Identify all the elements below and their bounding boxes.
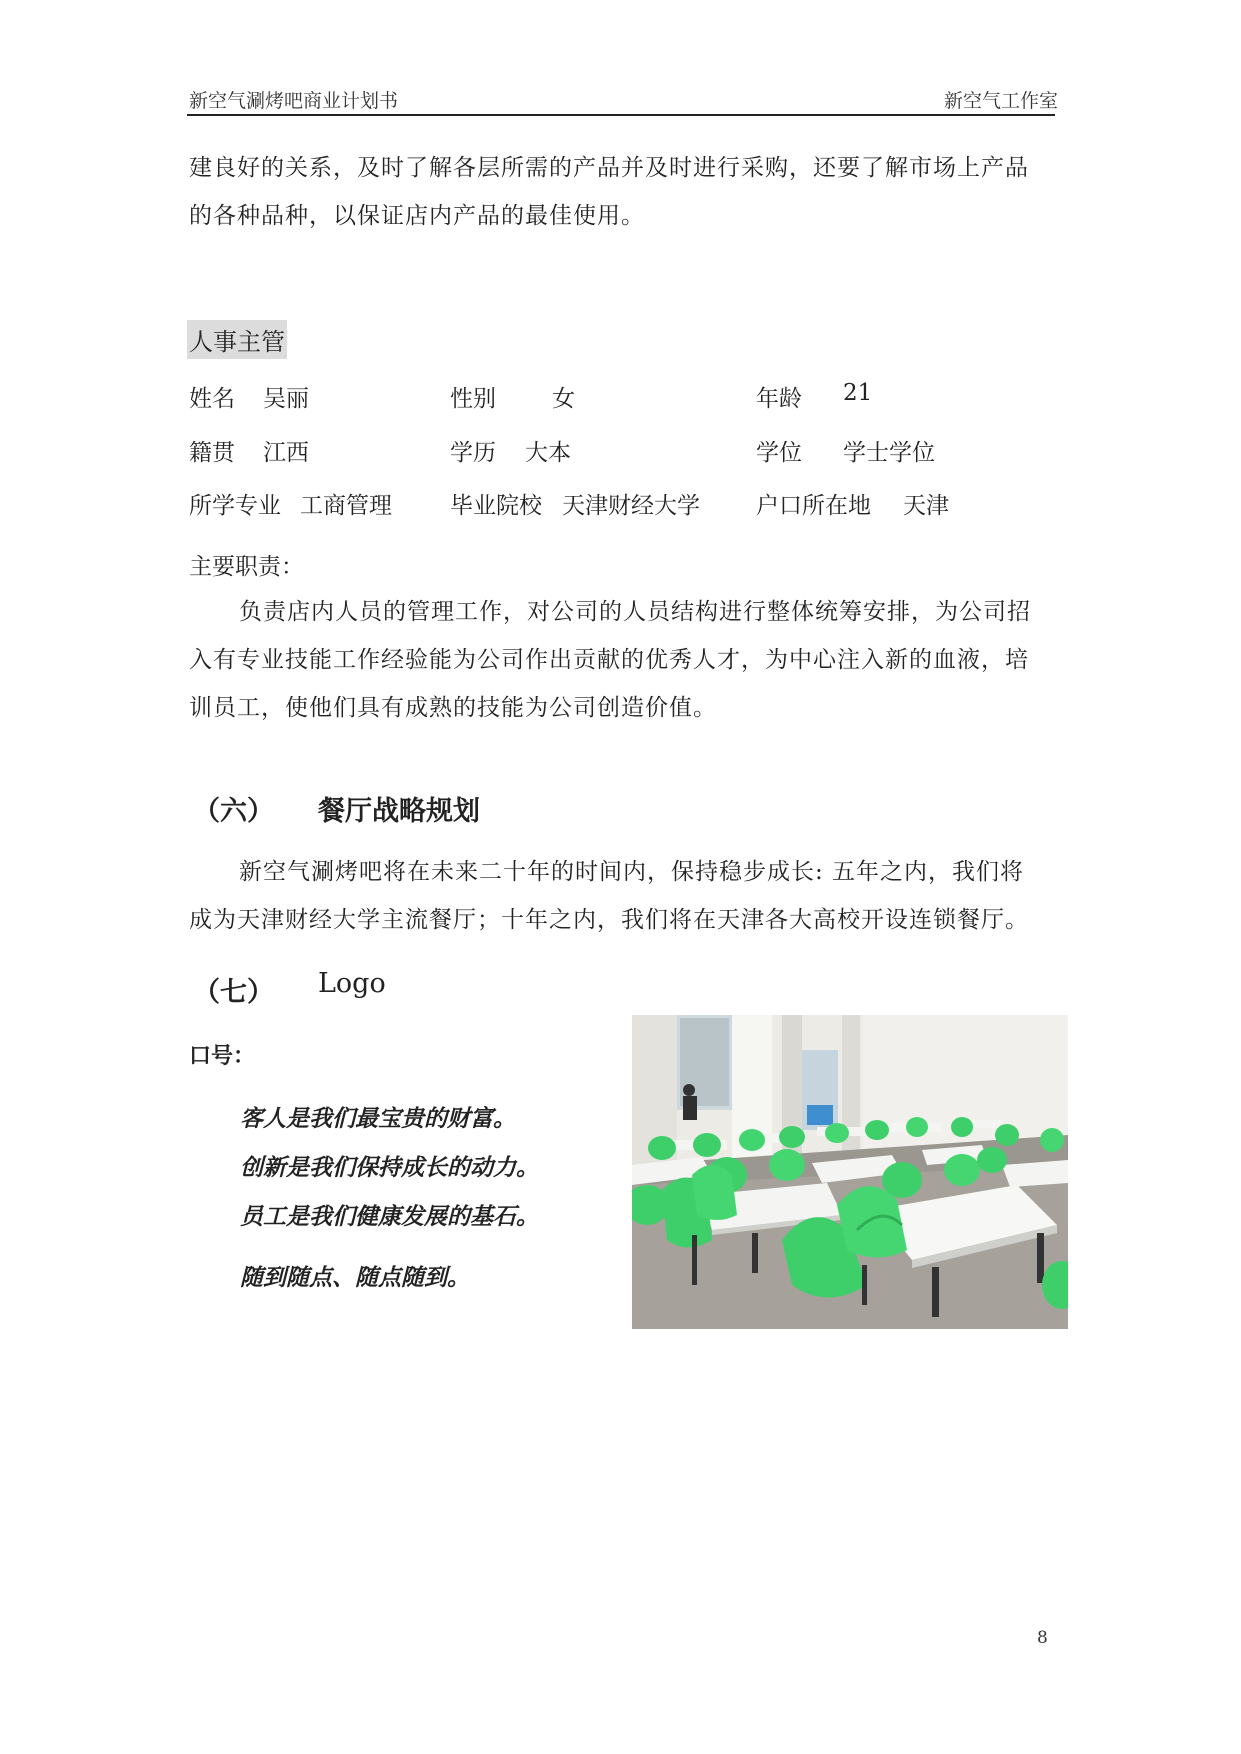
header-studio: 新空气工作室 — [943, 90, 1058, 112]
slogan-line: 客人是我们最宝贵的财富。 — [240, 1106, 516, 1132]
strategy-line: 新空气涮烤吧将在未来二十年的时间内，保持稳步成长: 五年之内，我们将 — [239, 859, 1025, 885]
info-value: 大本 — [525, 440, 571, 466]
info-label: 学历 — [450, 440, 496, 466]
section-title: 餐厅战略规划 — [318, 796, 480, 827]
info-label: 籍贯 — [189, 440, 235, 466]
page-number: 8 — [1037, 1628, 1048, 1648]
info-value: 21 — [843, 380, 873, 406]
info-value: 天津 — [903, 493, 949, 519]
intro-line: 的各种品种，以保证店内产品的最佳使用。 — [189, 203, 645, 229]
slogan-line: 创新是我们保持成长的动力。 — [240, 1155, 539, 1181]
info-label: 所学专业 — [189, 493, 281, 519]
slogan-line: 随到随点、随点随到。 — [240, 1265, 470, 1291]
info-label: 学位 — [756, 440, 802, 466]
duties-line: 入有专业技能工作经验能为公司作出贡献的优秀人才，为中心注入新的血液，培 — [189, 647, 1029, 673]
duties-paragraph — [189, 588, 1059, 732]
intro-line: 建良好的关系，及时了解各层所需的产品并及时进行采购，还要了解市场上产品 — [189, 155, 1029, 181]
section-number: （六） — [193, 796, 274, 827]
strategy-paragraph — [189, 848, 1059, 944]
info-value: 吴丽 — [263, 386, 309, 412]
section-title: Logo — [318, 968, 386, 999]
info-label: 毕业院校 — [450, 493, 542, 519]
duties-line: 训员工，使他们具有成熟的技能为公司创造价值。 — [189, 695, 717, 721]
info-value: 女 — [552, 386, 575, 412]
header-title: 新空气涮烤吧商业计划书 — [189, 90, 399, 112]
info-label: 性别 — [450, 386, 496, 412]
info-label: 户口所在地 — [756, 493, 871, 519]
intro-paragraph — [189, 144, 1059, 240]
header-divider — [187, 114, 1055, 116]
strategy-line: 成为天津财经大学主流餐厅；十年之内，我们将在天津各大高校开设连锁餐厅。 — [189, 907, 1029, 933]
info-value: 天津财经大学 — [562, 493, 700, 519]
info-value: 江西 — [263, 440, 309, 466]
info-value: 工商管理 — [300, 493, 392, 519]
info-value: 学士学位 — [843, 440, 935, 466]
info-label: 姓名 — [189, 386, 235, 412]
slogan-line: 员工是我们健康发展的基石。 — [240, 1204, 539, 1230]
slogan-label: 口号： — [189, 1044, 256, 1069]
duties-label: 主要职责： — [189, 554, 304, 580]
section-number: （七） — [193, 977, 274, 1008]
info-label: 年龄 — [756, 386, 802, 412]
canteen-photo — [632, 1015, 1068, 1329]
duties-line: 负责店内人员的管理工作，对公司的人员结构进行整体统筹安排，为公司招 — [239, 599, 1031, 625]
role-title: 人事主管 — [187, 320, 287, 359]
